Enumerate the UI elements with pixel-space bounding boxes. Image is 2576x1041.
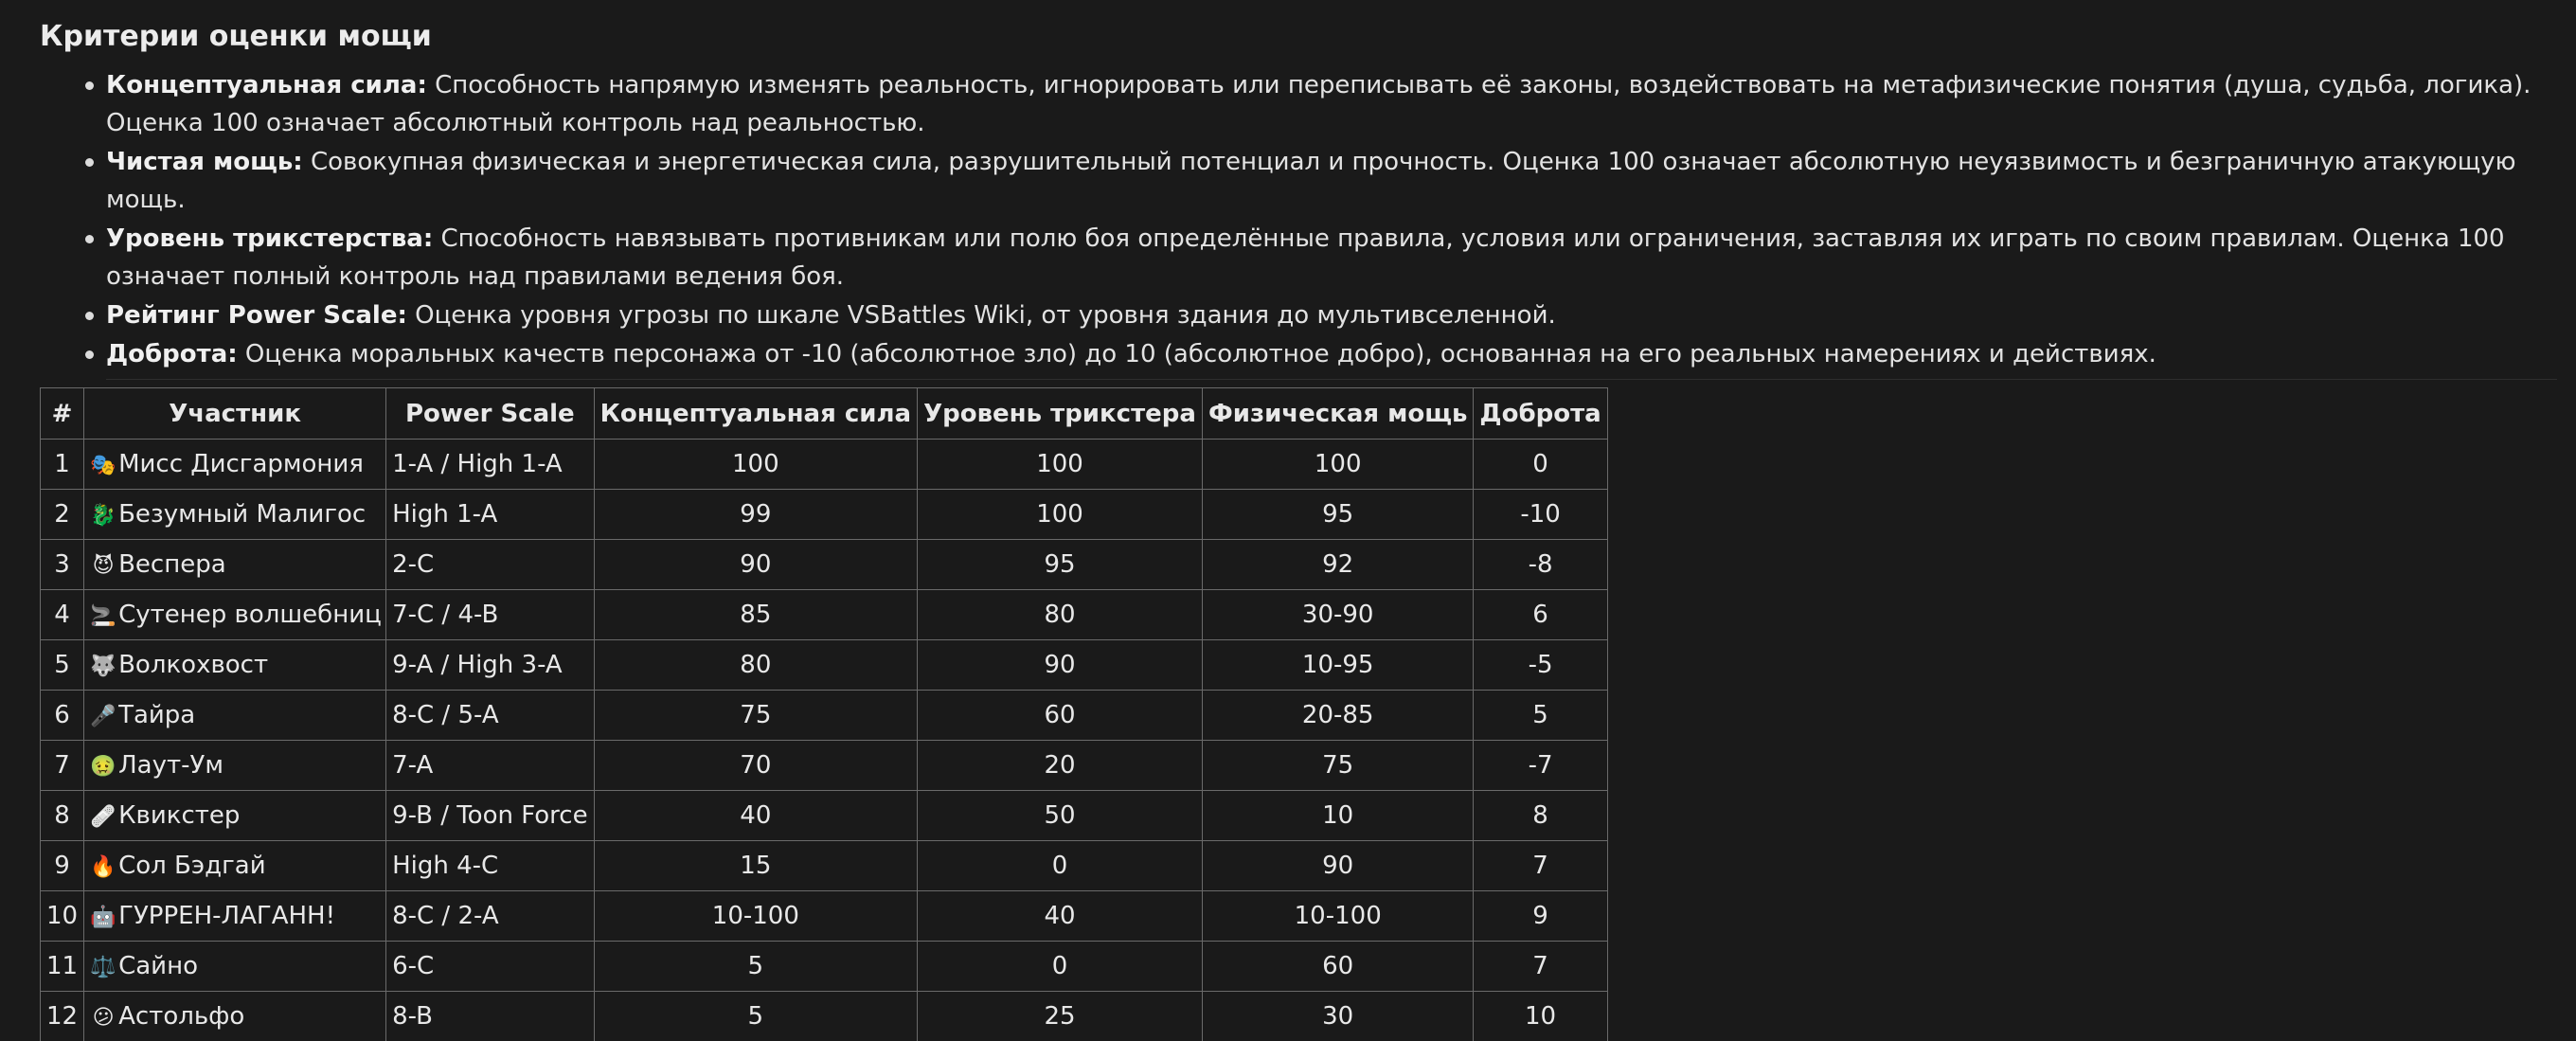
cell-participant bbox=[84, 691, 386, 741]
cell-power-scale: 8-C / 5-A bbox=[386, 691, 595, 741]
cell-participant bbox=[84, 891, 386, 942]
table-row bbox=[41, 540, 1608, 590]
cell-power-scale: 8-B bbox=[386, 992, 595, 1041]
cell-physical-power: 90 bbox=[1202, 841, 1473, 891]
cell-physical-power: 30 bbox=[1202, 992, 1473, 1041]
cell-number: 12 bbox=[41, 992, 84, 1041]
criteria-item-kindness bbox=[106, 335, 2559, 373]
cell-trickster-level: 100 bbox=[918, 440, 1203, 490]
cell-number: 10 bbox=[41, 891, 84, 942]
cell-participant bbox=[84, 942, 386, 992]
criteria-term: Чистая мощь: bbox=[106, 148, 303, 176]
cell-participant bbox=[84, 540, 386, 590]
cell-kindness: -10 bbox=[1474, 490, 1607, 540]
cell-physical-power: 20-85 bbox=[1202, 691, 1473, 741]
theater-masks-icon: 🎭 bbox=[90, 454, 116, 477]
table-body bbox=[41, 440, 1608, 1041]
criteria-term: Уровень трикстерства: bbox=[106, 224, 434, 253]
cell-physical-power: 75 bbox=[1202, 741, 1473, 791]
cell-conceptual-power: 80 bbox=[594, 640, 917, 691]
cell-conceptual-power: 5 bbox=[594, 992, 917, 1041]
criteria-item-trickster bbox=[106, 220, 2559, 296]
cell-trickster-level: 0 bbox=[918, 942, 1203, 992]
header-number: # bbox=[41, 388, 84, 440]
table-row bbox=[41, 490, 1608, 540]
criteria-text: Оценка уровня угрозы по шкале VSBattles Wiki, от уровня здания до мультивселенной. bbox=[406, 301, 1556, 330]
cell-conceptual-power: 100 bbox=[594, 440, 917, 490]
participant-name: Сутенер волшебниц bbox=[118, 601, 382, 629]
cell-participant bbox=[84, 992, 386, 1041]
cell-trickster-level: 50 bbox=[918, 791, 1203, 841]
cell-trickster-level: 80 bbox=[918, 590, 1203, 640]
cell-trickster-level: 20 bbox=[918, 741, 1203, 791]
cell-power-scale: 6-C bbox=[386, 942, 595, 992]
table-row bbox=[41, 891, 1608, 942]
criteria-text: Совокупная физическая и энергетическая сила, разрушительный потенциал и прочность. Оценка 100 означает абсолютную неуязвимость и безграничную атакующую мощь. bbox=[106, 148, 2516, 214]
cell-power-scale: High 1-A bbox=[386, 490, 595, 540]
cell-power-scale: 7-A bbox=[386, 741, 595, 791]
header-participant: Участник bbox=[84, 388, 386, 440]
cell-participant bbox=[84, 490, 386, 540]
criteria-term: Доброта: bbox=[106, 340, 238, 368]
cell-physical-power: 10 bbox=[1202, 791, 1473, 841]
cell-participant bbox=[84, 440, 386, 490]
header-conceptual-power: Концептуальная сила bbox=[594, 388, 917, 440]
participant-name: Сол Бэдгай bbox=[118, 852, 266, 880]
cell-power-scale: 2-C bbox=[386, 540, 595, 590]
cell-physical-power: 30-90 bbox=[1202, 590, 1473, 640]
cell-conceptual-power: 40 bbox=[594, 791, 917, 841]
cell-kindness: 6 bbox=[1474, 590, 1607, 640]
cell-physical-power: 95 bbox=[1202, 490, 1473, 540]
cell-conceptual-power: 85 bbox=[594, 590, 917, 640]
cell-number: 9 bbox=[41, 841, 84, 891]
cell-conceptual-power: 70 bbox=[594, 741, 917, 791]
cell-conceptual-power: 10-100 bbox=[594, 891, 917, 942]
criteria-item-raw-power bbox=[106, 143, 2559, 219]
microphone-icon: 🎤 bbox=[90, 705, 116, 728]
criteria-term: Концептуальная сила: bbox=[106, 71, 427, 99]
cell-conceptual-power: 15 bbox=[594, 841, 917, 891]
cell-power-scale: 9-A / High 3-A bbox=[386, 640, 595, 691]
cell-participant bbox=[84, 841, 386, 891]
cell-power-scale: 9-B / Toon Force bbox=[386, 791, 595, 841]
cell-kindness: 10 bbox=[1474, 992, 1607, 1041]
cell-kindness: 7 bbox=[1474, 841, 1607, 891]
cell-conceptual-power: 75 bbox=[594, 691, 917, 741]
cell-participant bbox=[84, 741, 386, 791]
cell-physical-power: 92 bbox=[1202, 540, 1473, 590]
table-row bbox=[41, 440, 1608, 490]
cell-number: 5 bbox=[41, 640, 84, 691]
cell-kindness: -8 bbox=[1474, 540, 1607, 590]
table-row bbox=[41, 942, 1608, 992]
cell-trickster-level: 40 bbox=[918, 891, 1203, 942]
cell-power-scale: 1-A / High 1-A bbox=[386, 440, 595, 490]
cell-trickster-level: 25 bbox=[918, 992, 1203, 1041]
participant-name: Безумный Малигос bbox=[118, 500, 367, 529]
cigarette-icon: 🚬 bbox=[90, 604, 116, 628]
cell-power-scale: 7-C / 4-B bbox=[386, 590, 595, 640]
participant-name: Сайно bbox=[118, 952, 198, 980]
participant-name: Тайра bbox=[118, 701, 196, 729]
table-row bbox=[41, 992, 1608, 1041]
fire-icon: 🔥 bbox=[90, 855, 116, 879]
header-physical-power: Физическая мощь bbox=[1202, 388, 1473, 440]
dragon-icon: 🐉 bbox=[90, 504, 116, 528]
cell-kindness: -7 bbox=[1474, 741, 1607, 791]
participant-name: Лаут-Ум bbox=[118, 751, 224, 780]
cell-conceptual-power: 90 bbox=[594, 540, 917, 590]
cell-trickster-level: 95 bbox=[918, 540, 1203, 590]
header-kindness: Доброта bbox=[1474, 388, 1607, 440]
cell-power-scale: 8-C / 2-A bbox=[386, 891, 595, 942]
robot-icon: 🤖 bbox=[90, 906, 116, 929]
table-row bbox=[41, 640, 1608, 691]
cell-number: 2 bbox=[41, 490, 84, 540]
criteria-text: Оценка моральных качеств персонажа от -10 (абсолютное зло) до 10 (абсолютное добро), основанная на его реальных намерениях и действиях. bbox=[237, 340, 2156, 368]
cell-physical-power: 10-100 bbox=[1202, 891, 1473, 942]
table-row bbox=[41, 691, 1608, 741]
header-trickster-level: Уровень трикстера bbox=[918, 388, 1203, 440]
confused-face-icon: 😕 bbox=[92, 1006, 115, 1030]
cell-number: 6 bbox=[41, 691, 84, 741]
criteria-term: Рейтинг Power Scale: bbox=[106, 301, 407, 330]
divider bbox=[106, 379, 2557, 380]
wolf-icon: 🐺 bbox=[90, 655, 116, 678]
cell-kindness: 9 bbox=[1474, 891, 1607, 942]
table-row bbox=[41, 841, 1608, 891]
table-header-row bbox=[41, 388, 1608, 440]
cell-physical-power: 60 bbox=[1202, 942, 1473, 992]
cell-participant bbox=[84, 791, 386, 841]
scales-icon: ⚖️ bbox=[90, 956, 116, 979]
cell-trickster-level: 90 bbox=[918, 640, 1203, 691]
cell-kindness: 0 bbox=[1474, 440, 1607, 490]
devil-face-icon: 😈 bbox=[92, 554, 115, 578]
table-row bbox=[41, 791, 1608, 841]
cell-conceptual-power: 99 bbox=[594, 490, 917, 540]
participant-name: Мисс Дисгармония bbox=[118, 450, 364, 478]
cell-trickster-level: 100 bbox=[918, 490, 1203, 540]
participant-name: Квикстер bbox=[118, 801, 241, 830]
cell-kindness: 8 bbox=[1474, 791, 1607, 841]
cell-number: 7 bbox=[41, 741, 84, 791]
cell-kindness: -5 bbox=[1474, 640, 1607, 691]
cell-kindness: 5 bbox=[1474, 691, 1607, 741]
cell-power-scale: High 4-C bbox=[386, 841, 595, 891]
table-row bbox=[41, 590, 1608, 640]
cell-number: 3 bbox=[41, 540, 84, 590]
cell-number: 1 bbox=[41, 440, 84, 490]
criteria-item-conceptual bbox=[106, 66, 2559, 142]
criteria-item-power-scale bbox=[106, 296, 2559, 334]
page-title: Критерии оценки мощи bbox=[40, 20, 432, 53]
participant-name: Волкохвост bbox=[118, 651, 269, 679]
cell-participant bbox=[84, 590, 386, 640]
nauseated-face-icon: 🤢 bbox=[90, 755, 116, 779]
criteria-list bbox=[40, 66, 2576, 373]
participant-name: Веспера bbox=[118, 550, 226, 579]
cell-participant bbox=[84, 640, 386, 691]
bandage-icon: 🩹 bbox=[90, 805, 116, 829]
cell-number: 11 bbox=[41, 942, 84, 992]
header-power-scale: Power Scale bbox=[386, 388, 595, 440]
cell-physical-power: 100 bbox=[1202, 440, 1473, 490]
participant-name: ГУРРЕН-ЛАГАНН! bbox=[118, 902, 336, 930]
cell-number: 4 bbox=[41, 590, 84, 640]
cell-trickster-level: 60 bbox=[918, 691, 1203, 741]
participant-name: Астольфо bbox=[118, 1002, 245, 1031]
cell-conceptual-power: 5 bbox=[594, 942, 917, 992]
table-row bbox=[41, 741, 1608, 791]
criteria-text: Способность напрямую изменять реальность, игнорировать или переписывать её законы, воздействовать на метафизические понятия (душа, судьба, логика). Оценка 100 означает абсолютный контроль над реальностью. bbox=[106, 71, 2531, 137]
criteria-text: Способность навязывать противникам или полю боя определённые правила, условия или ограничения, заставляя их играть по своим правилам. Оценка 100 означает полный контроль над правилами ведения боя. bbox=[106, 224, 2505, 291]
cell-number: 8 bbox=[41, 791, 84, 841]
cell-kindness: 7 bbox=[1474, 942, 1607, 992]
ranking-table bbox=[40, 387, 1608, 1041]
cell-physical-power: 10-95 bbox=[1202, 640, 1473, 691]
cell-trickster-level: 0 bbox=[918, 841, 1203, 891]
